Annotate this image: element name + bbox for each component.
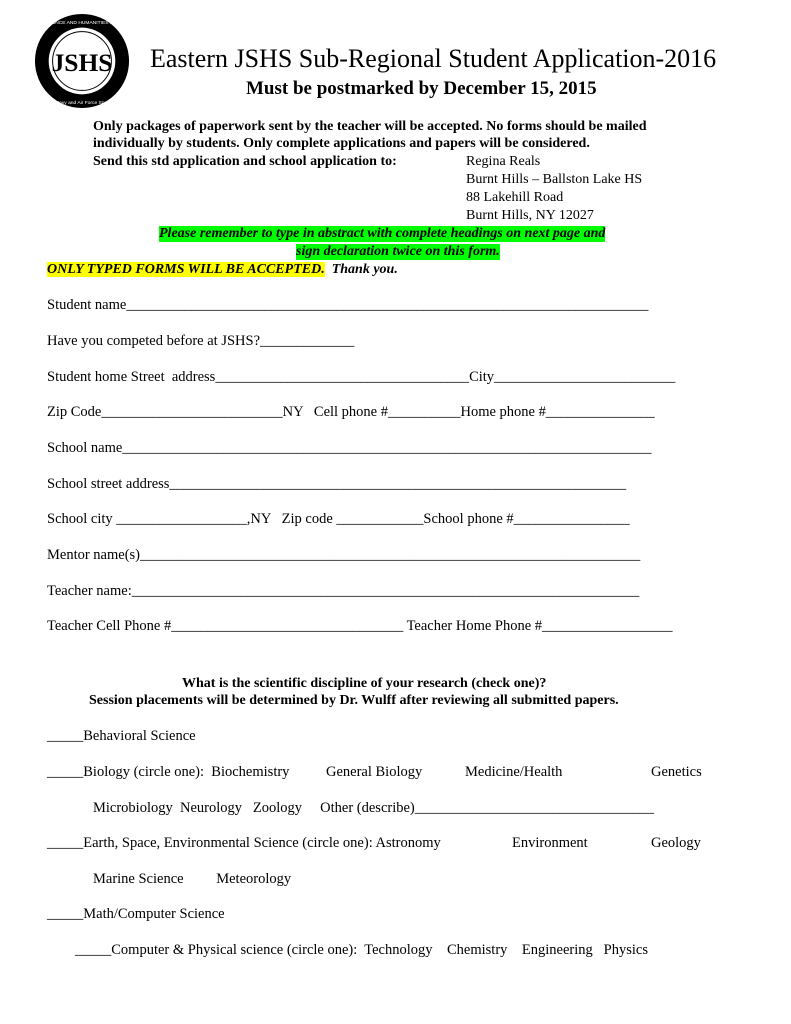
biology-genetics-option[interactable]: Genetics (651, 764, 702, 780)
green-notice-line-2: sign declaration twice on this form. (296, 244, 500, 259)
mentor-name-field[interactable]: Mentor name(s)_____________________________________________________________________ (47, 547, 641, 563)
intro-line-1: Only packages of paperwork sent by the teacher will be accepted. No forms should be mailed (93, 119, 647, 134)
earth-environment-option[interactable]: Environment (512, 835, 588, 851)
biology-option[interactable]: _____Biology (circle one): Biochemistry (47, 764, 290, 780)
teacher-name-field[interactable]: Teacher name:______________________________________________________________________ (47, 583, 640, 599)
address-line: 88 Lakehill Road (466, 190, 564, 205)
intro-line-2: individually by students. Only complete applications and papers will be considered. (93, 136, 590, 151)
address-line: Burnt Hills, NY 12027 (466, 208, 594, 223)
send-to-label: Send this std application and school application to: (93, 154, 397, 169)
thank-you-text: Thank you. (324, 262, 398, 277)
page-subtitle: Must be postmarked by December 15, 2015 (246, 78, 597, 99)
logo-ring-text: JUNIOR SCIENCE AND HUMANITIES SYMPOSIUM (24, 20, 140, 26)
jshs-logo (24, 12, 140, 110)
green-notice-line-1: Please remember to type in abstract with complete headings on next page and (159, 226, 606, 241)
zip-phone-field[interactable]: Zip Code_________________________NY Cell phone #__________Home phone #_______________ (47, 404, 655, 420)
typed-forms-notice (47, 262, 398, 278)
page-title: Eastern JSHS Sub-Regional Student Application-2016 (150, 44, 717, 73)
biology-medicine-option[interactable]: Medicine/Health (465, 764, 563, 780)
teacher-phone-field[interactable]: Teacher Cell Phone #________________________________ Teacher Home Phone #__________________ (47, 618, 673, 634)
school-name-field[interactable]: School name_________________________________________________________________________ (47, 440, 652, 456)
logo-ring-bottom-text: Army, Navy and Air Force Sponsored (41, 101, 123, 107)
behavioral-science-option[interactable]: _____Behavioral Science (47, 728, 196, 744)
school-street-field[interactable]: School street address_______________________________________________________________ (47, 476, 627, 492)
address-line: Regina Reals (466, 154, 541, 169)
student-name-field[interactable]: Student name________________________________________________________________________ (47, 297, 649, 313)
session-note: Session placements will be determined by Dr. Wulff after reviewing all submitted papers. (89, 693, 619, 708)
school-city-field[interactable]: School city __________________,NY Zip code ____________School phone #________________ (47, 511, 630, 527)
earth-science-option[interactable]: _____Earth, Space, Environmental Science (circle one): Astronomy (47, 835, 441, 851)
home-address-field[interactable]: Student home Street address___________________________________City_________________________ (47, 369, 676, 385)
earth-geology-option[interactable]: Geology (651, 835, 701, 851)
computer-physical-option[interactable]: _____Computer & Physical science (circle one): Technology Chemistry Engineering Physics (75, 942, 648, 958)
logo-center-text: JSHS (51, 47, 113, 77)
discipline-question: What is the scientific discipline of your research (check one)? (182, 676, 547, 691)
competed-before-field[interactable]: Have you competed before at JSHS?_____________ (47, 333, 355, 349)
typed-forms-highlight: ONLY TYPED FORMS WILL BE ACCEPTED. (47, 262, 325, 277)
biology-more-options[interactable]: Microbiology Neurology Zoology Other (describe)_________________________________ (93, 800, 654, 816)
biology-general-option[interactable]: General Biology (326, 764, 423, 780)
earth-more-options[interactable]: Marine Science Meteorology (93, 871, 292, 887)
math-computer-option[interactable]: _____Math/Computer Science (47, 906, 225, 922)
address-line: Burnt Hills – Ballston Lake HS (466, 172, 643, 187)
